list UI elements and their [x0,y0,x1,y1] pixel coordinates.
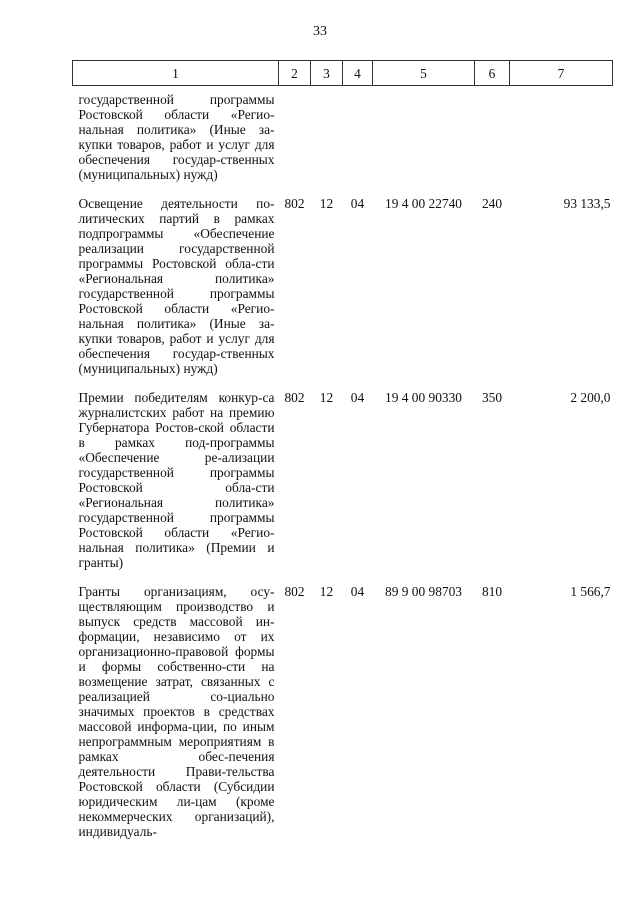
row-expense-type: 240 [481,196,503,211]
header-col-1: 1 [73,61,279,86]
row-subsection: 04 [350,584,365,599]
row-amount: 2 200,0 [570,390,611,405]
header-row [73,61,613,86]
row-ministry: 802 [284,196,305,211]
table-row [73,196,613,376]
row-target-article: 19 4 00 90330 [385,390,462,405]
row-expense-type [475,86,510,183]
row-section: 12 [319,584,334,599]
row-target-article: 89 9 00 98703 [385,584,462,599]
header-col-6: 6 [475,61,510,86]
row-section [311,86,343,183]
header-col-5: 5 [373,61,475,86]
row-ministry: 802 [284,584,305,599]
header-col-4: 4 [343,61,373,86]
table-row [73,390,613,570]
header-col-3: 3 [311,61,343,86]
row-name: Гранты организациям, осу-ществляющим производство и выпуск средств массовой ин-формации, независимо от их организационно-правовой формы и формы собственно-сти на возмещение затрат, связанных с реализацией со-циально значимых проектов в средствах массовой информа-ции, по иным непрограммным мероприятиям в рамках обес-печения деятельности Прави-тельства Ростовской области (Субсидии юридическим ли-цам (кроме некоммерческих организаций), индивидуаль- [78,584,275,839]
row-name: Премии победителям конкур-са журналистских работ на премию Губернатора Ростов-ской области в рамках под-программы «Обеспечение ре-ализации государственной программы Ростовской обла-сти «Региональная политика» государственной программы Ростовской области «Регио-нальная политика» (Премии и гранты) [78,390,275,570]
header-col-2: 2 [279,61,311,86]
row-subsection: 04 [350,196,365,211]
row-subsection: 04 [350,390,365,405]
row-expense-type: 810 [481,584,503,599]
row-name: государственной программы Ростовской области «Регио-нальная политика» (Иные за-купки товаров, работ и услуг для обеспечения государ-ственных (муниципальных) нужд) [78,92,275,182]
row-target-article: 19 4 00 22740 [385,196,462,211]
row-expense-type: 350 [481,390,503,405]
row-subsection [343,86,373,183]
row-ministry [279,86,311,183]
row-ministry: 802 [284,390,305,405]
row-amount [510,86,613,183]
table-row [73,584,613,839]
page-number: 33 [313,24,327,39]
row-section: 12 [319,390,334,405]
row-section: 12 [319,196,334,211]
header-col-7: 7 [510,61,613,86]
row-amount: 1 566,7 [570,584,611,599]
row-amount: 93 133,5 [563,196,611,211]
table-row [73,86,613,183]
budget-table [72,60,613,839]
row-target-article [373,86,475,183]
row-name: Освещение деятельности по-литических партий в рамках подпрограммы «Обеспечение реализации государственной программы Ростовской обла-сти «Региональная политика» государственной программы Ростовской области «Регио-нальная политика» (Иные за-купки товаров, работ и услуг для обеспечения государ-ственных (муниципальных) нужд) [78,196,275,376]
